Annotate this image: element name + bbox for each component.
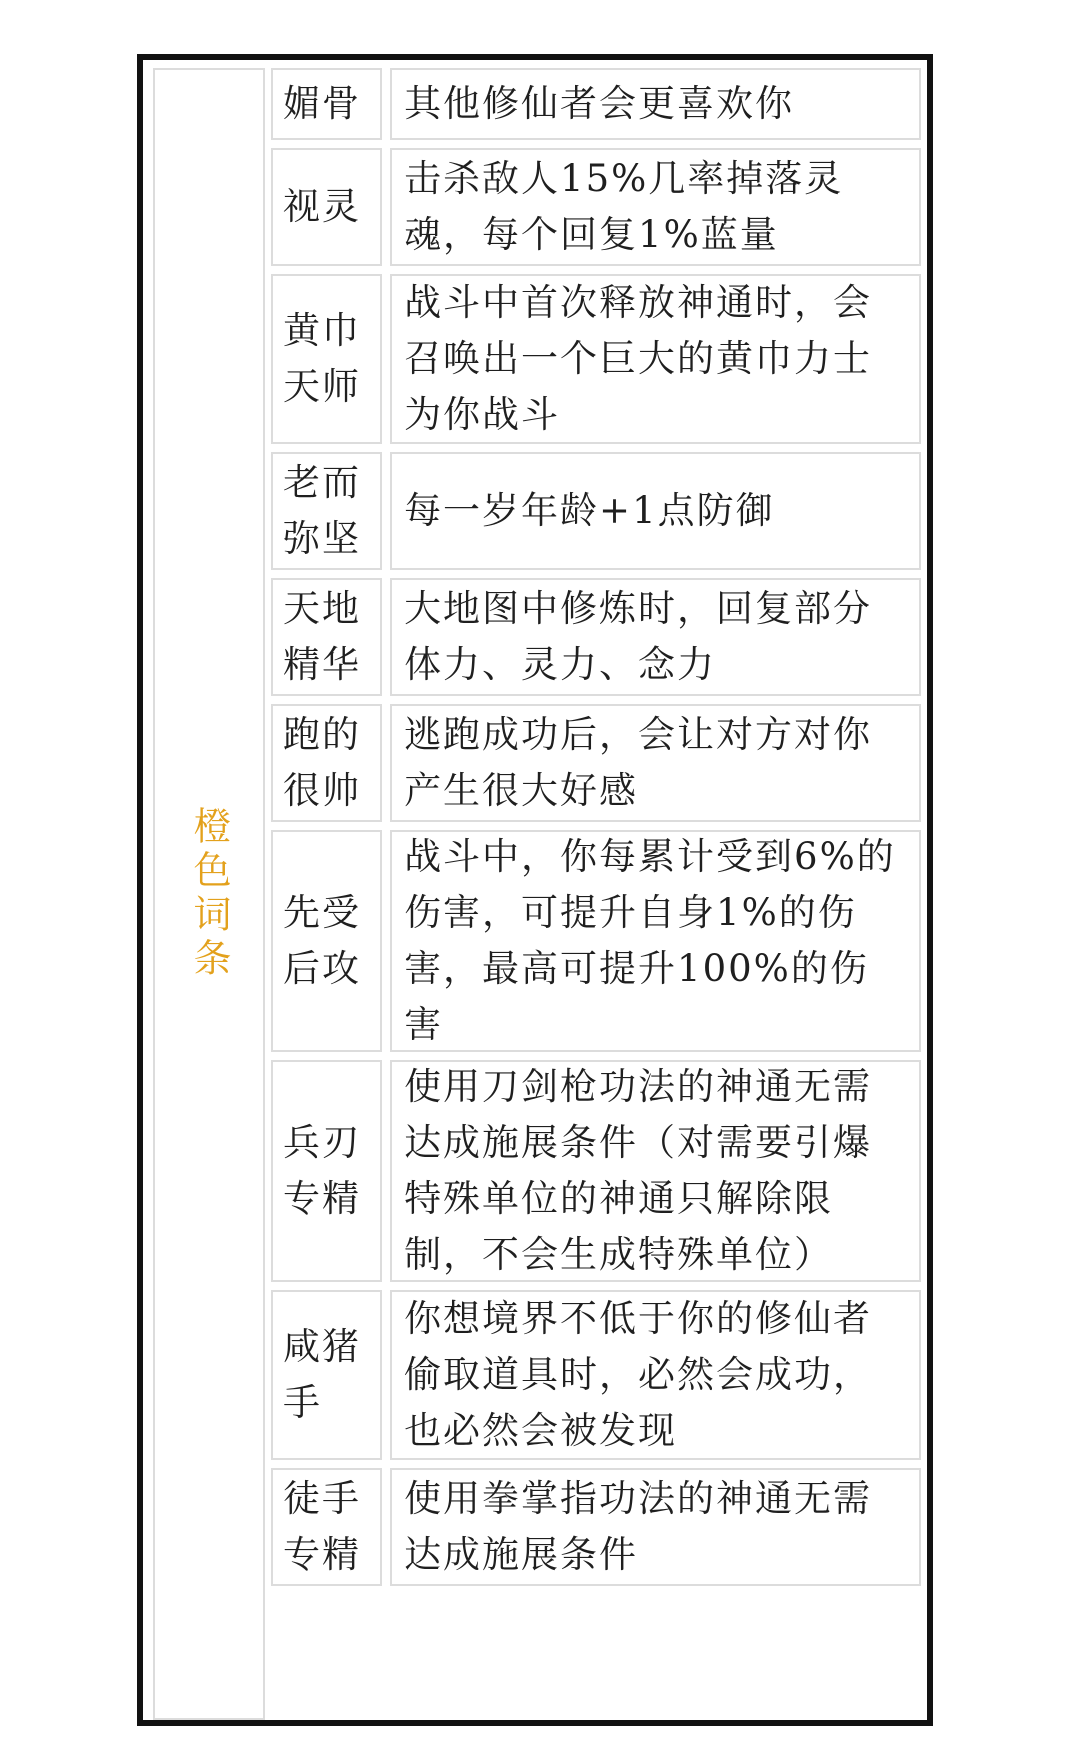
category-cell	[153, 68, 265, 1720]
trait-description: 每一岁年龄+1点防御	[390, 452, 921, 570]
trait-description: 其他修仙者会更喜欢你	[390, 68, 921, 140]
trait-description: 击杀敌人15%几率掉落灵魂，每个回复1%蓝量	[390, 148, 921, 266]
table-row	[271, 830, 921, 1052]
trait-description: 你想境界不低于你的修仙者偷取道具时，必然会成功，也必然会被发现	[390, 1290, 921, 1460]
table-row	[271, 1290, 921, 1460]
trait-name: 媚骨	[271, 68, 382, 140]
trait-name: 老而弥坚	[271, 452, 382, 570]
trait-description: 战斗中首次释放神通时，会召唤出一个巨大的黄巾力士为你战斗	[390, 274, 921, 444]
table-row	[271, 452, 921, 570]
trait-name: 跑的很帅	[271, 704, 382, 822]
trait-name: 兵刃专精	[271, 1060, 382, 1282]
table-row	[271, 1468, 921, 1586]
table-row	[271, 148, 921, 266]
trait-name: 视灵	[271, 148, 382, 266]
trait-description: 大地图中修炼时，回复部分体力、灵力、念力	[390, 578, 921, 696]
table-row	[271, 274, 921, 444]
table-row	[271, 578, 921, 696]
trait-table	[137, 54, 933, 1726]
trait-description: 逃跑成功后，会让对方对你产生很大好感	[390, 704, 921, 822]
trait-name: 先受后攻	[271, 830, 382, 1052]
table-row	[271, 704, 921, 822]
trait-description: 使用拳掌指功法的神通无需达成施展条件	[390, 1468, 921, 1586]
category-label: 橙色词条	[187, 806, 231, 982]
trait-rows	[271, 68, 921, 1720]
trait-name: 黄巾天师	[271, 274, 382, 444]
trait-name: 徒手专精	[271, 1468, 382, 1586]
trait-name: 天地精华	[271, 578, 382, 696]
table-row	[271, 68, 921, 140]
trait-description: 使用刀剑枪功法的神通无需达成施展条件（对需要引爆特殊单位的神通只解除限制，不会生成特殊单位）	[390, 1060, 921, 1282]
trait-name: 咸猪手	[271, 1290, 382, 1460]
table-row	[271, 1060, 921, 1282]
trait-description: 战斗中，你每累计受到6%的伤害，可提升自身1%的伤害，最高可提升100%的伤害	[390, 830, 921, 1052]
